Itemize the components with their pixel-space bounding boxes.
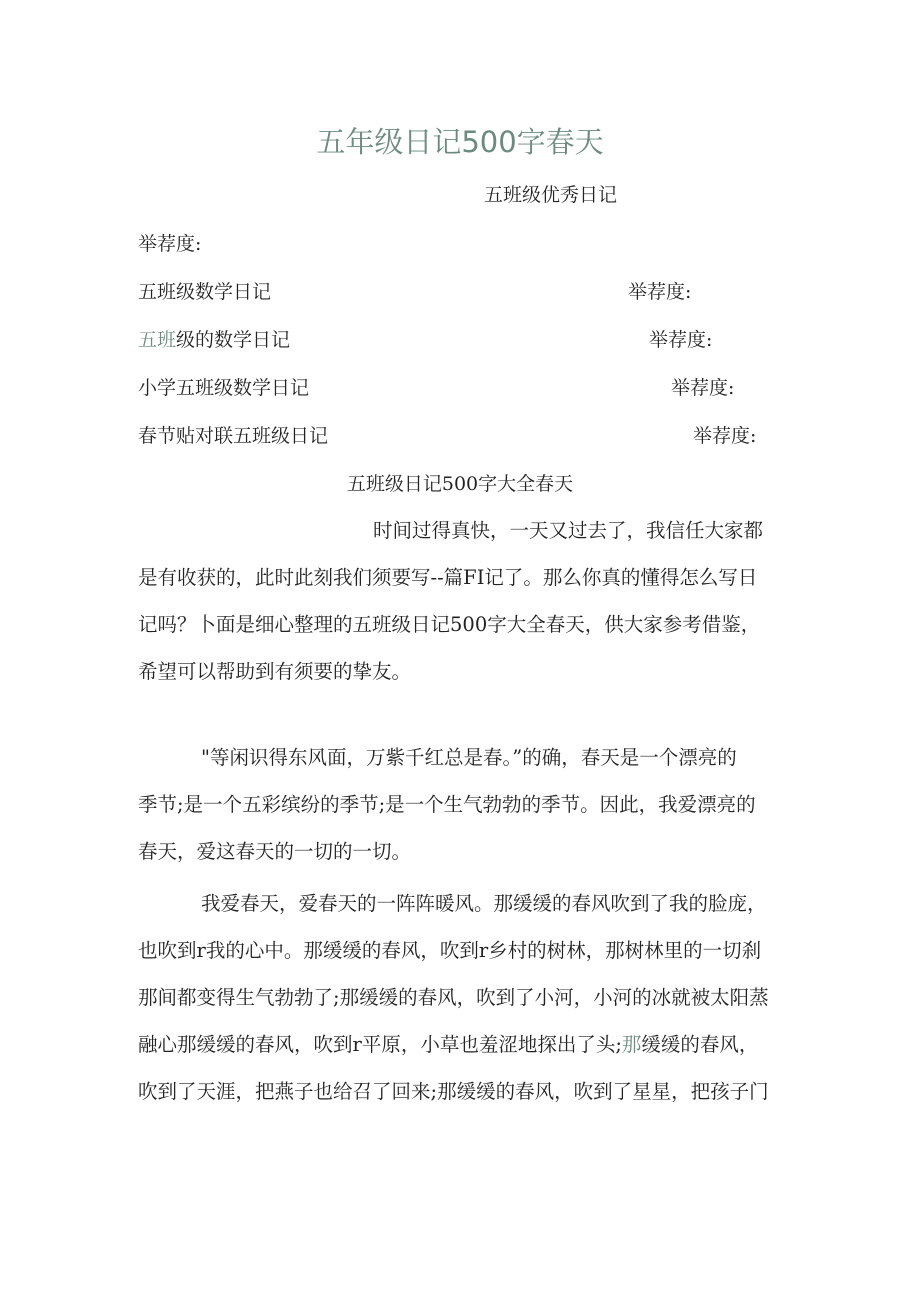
list-item-recommend: 举荐度: [671,377,735,399]
list-item [138,277,271,304]
paragraph-line: 希望可以帮助到有须要的挚友。 [138,660,412,683]
paragraph-line: 我爱春天，爱春天的一阵阵暖风。那缓缓的春风吹到了我的脸庞， [201,892,767,915]
list-item-recommend: 举荐度: [649,329,713,351]
recommend-label: 举荐度: [138,233,202,255]
paragraph-line: 记吗？卜面是细心整理的五班级日记500字大全春天，供大家参考借鉴， [138,613,761,636]
list-item-title: 级的数学日记 [176,329,291,351]
paragraph-line: "等闲识得东风面，万紫千红总是春。”的确，春天是一个漂亮的 [201,746,737,769]
list-item-title: 小学五班级数学日记 [138,377,310,399]
paragraph-line: 吹到了天涯，把燕子也给召了回来;那缓缓的春风，吹到了星星，把孩子门 [138,1080,769,1103]
paragraph-line [138,1021,784,1068]
paragraph-line-part: 融心那缓缓的春风，吹到r平原，小草也羞涩地探出了头; [138,1033,622,1056]
list-item-title: 春节贴对联五班级日记 [138,425,329,447]
body-paragraph [138,880,784,1115]
list-item [138,421,328,448]
list-item-recommend: 举荐度: [693,425,757,447]
body-paragraph [138,734,784,875]
paragraph-line-part: 缓缓的春风， [641,1033,759,1056]
list-item-title: 五班级数学日记 [138,281,272,303]
page-title: 五年级日记500字春天 [316,125,604,159]
paragraph-line: 是有收获的，此时此刻我们须要写--篇FI记了。那么你真的懂得怎么写日 [138,566,758,589]
section-heading: 五班级日记500字大全春天 [346,473,574,495]
paragraph-line: 春天，爱这春天的一切的一切。 [138,840,412,863]
list-item-title-accent: 五班 [138,329,177,351]
list-item-recommend: 举荐度: [628,281,692,303]
subtitle: 五班级优秀日记 [484,184,618,206]
list-item [138,325,290,352]
paragraph-line-accent: 那 [621,1033,642,1056]
list-item [138,373,309,400]
paragraph-line: 也吹到r我的心中。那缓缓的春风，吹到r乡村的树林，那树林里的一切刹 [138,939,762,962]
paragraph-line: 那间都变得生气勃勃了;那缓缓的春风，吹到了小河，小河的冰就被太阳蒸 [138,986,769,1009]
paragraph-line: 季节;是一个五彩缤纷的季节;是一个生气勃勃的季节。因此，我爱漂亮的 [138,793,756,816]
intro-paragraph [138,507,784,695]
paragraph-line: 时间过得真快，一天又过去了，我信任大家都 [373,519,764,542]
